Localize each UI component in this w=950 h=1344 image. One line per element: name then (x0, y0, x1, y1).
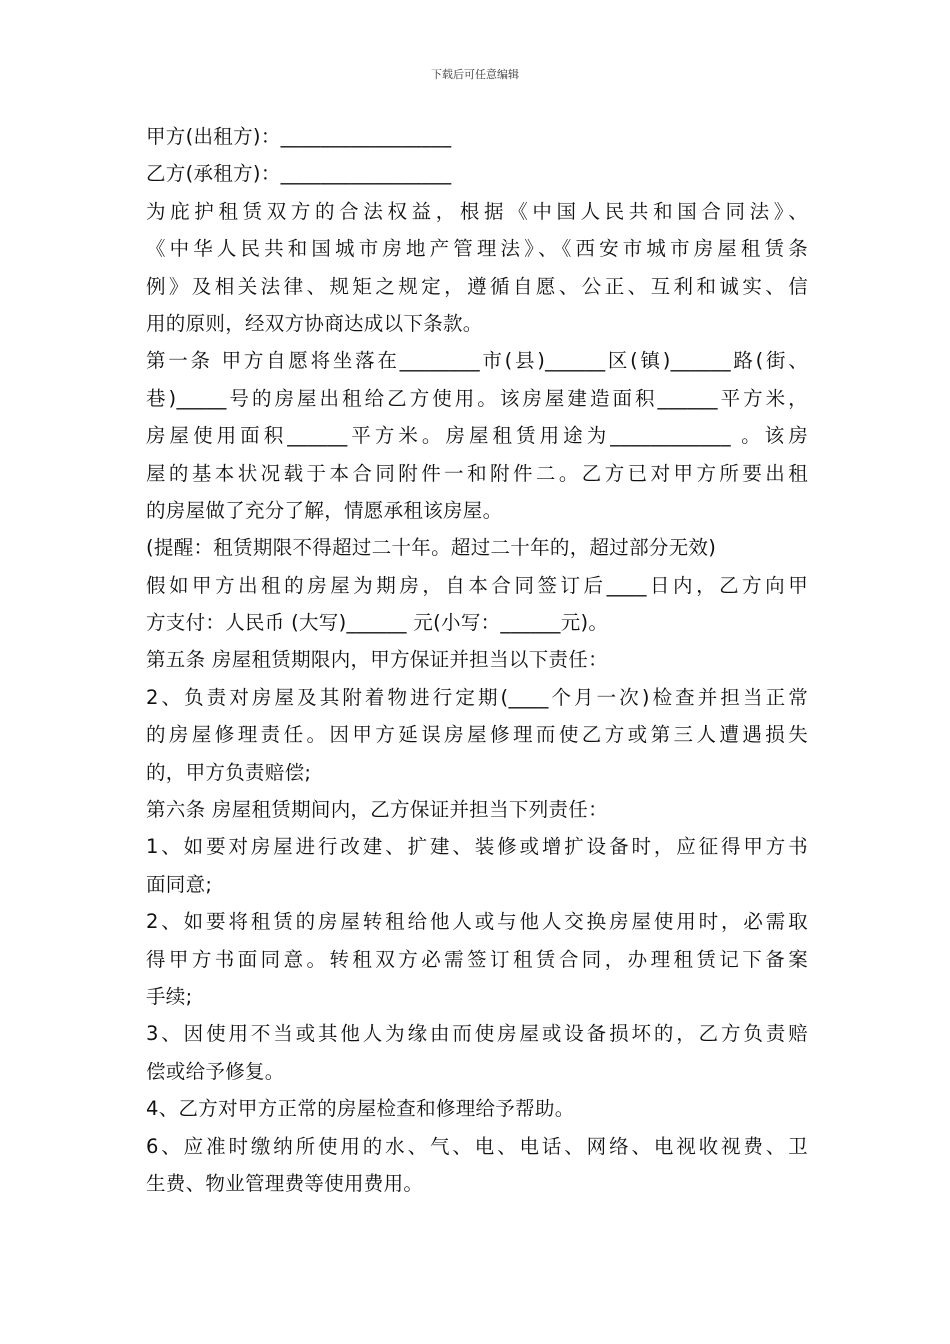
text-line-article6-item6-1: 6、应准时缴纳所使用的水、气、电、电话、网络、电视收视费、卫 (146, 1134, 808, 1158)
text-line-article5-item2-2: 的房屋修理责任。因甲方延误房屋修理而使乙方或第三人遭遇损失 (146, 723, 808, 747)
text-line-lessor: 甲方(出租方)：_________________ (146, 125, 452, 148)
text-line-payment-2: 方支付：人民币 (大写)______ 元(小写：______元)。 (146, 611, 609, 635)
page-header-note: 下载后可任意编辑 (431, 68, 519, 81)
text-line-preamble-4: 用的原则，经双方协商达成以下条款。 (146, 311, 483, 335)
text-line-article5-item2-3: 的，甲方负责赔偿; (146, 760, 312, 784)
contract-body (146, 118, 808, 1202)
text-line-article6-item4: 4、乙方对甲方正常的房屋检查和修理给予帮助。 (146, 1097, 575, 1121)
text-line-article1-1: 第一条 甲方自愿将坐落在________市(县)______区(镇)______路(街、 (146, 349, 808, 373)
text-line-article1-3: 房屋使用面积______平方米。房屋租赁用途为____________ 。该房 (146, 424, 808, 448)
text-line-article6-item2-1: 2、如要将租赁的房屋转租给他人或与他人交换房屋使用时，必需取 (146, 910, 808, 934)
text-line-article6-item6-2: 生费、物业管理费等使用费用。 (146, 1171, 424, 1195)
text-line-payment-1: 假如甲方出租的房屋为期房，自本合同签订后____日内，乙方向甲 (146, 573, 808, 597)
text-line-preamble-2: 《中华人民共和国城市房地产管理法》、《西安市城市房屋租赁条 (146, 237, 808, 261)
text-line-preamble-1: 为庇护租赁双方的合法权益，根据《中国人民共和国合同法》、 (146, 199, 808, 223)
text-line-article6-item2-2: 得甲方书面同意。转租双方必需签订租赁合同，办理租赁记下备案 (146, 947, 808, 971)
text-line-article1-4: 屋的基本状况载于本合同附件一和附件二。乙方已对甲方所要出租 (146, 461, 808, 485)
text-line-article6-item2-3: 手续; (146, 984, 193, 1008)
text-line-article5-item2-1: 2、负责对房屋及其附着物进行定期(____个月一次)检查并担当正常 (146, 685, 808, 709)
text-line-article6-item3-2: 偿或给予修复。 (146, 1059, 285, 1083)
text-line-article6-title: 第六条 房屋租赁期间内，乙方保证并担当下列责任： (146, 798, 608, 822)
text-line-lessee: 乙方(承租方)：_________________ (146, 162, 452, 186)
text-line-article6-item1-1: 1、如要对房屋进行改建、扩建、装修或增扩设备时，应征得甲方书 (146, 835, 808, 859)
text-line-reminder: (提醒：租赁期限不得超过二十年。超过二十年的，超过部分无效) (146, 536, 717, 560)
text-line-article6-item3-1: 3、因使用不当或其他人为缘由而使房屋或设备损坏的，乙方负责赔 (146, 1022, 808, 1046)
text-line-article1-2: 巷)_____号的房屋出租给乙方使用。该房屋建造面积______平方米， (146, 386, 808, 410)
text-line-article1-5: 的房屋做了充分了解，情愿承租该房屋。 (146, 498, 503, 522)
text-line-preamble-3: 例》及相关法律、规矩之规定，遵循自愿、公正、互利和诚实、信 (146, 274, 808, 298)
text-line-article6-item1-2: 面同意; (146, 872, 213, 896)
text-line-article5-title: 第五条 房屋租赁期限内，甲方保证并担当以下责任： (146, 648, 608, 672)
